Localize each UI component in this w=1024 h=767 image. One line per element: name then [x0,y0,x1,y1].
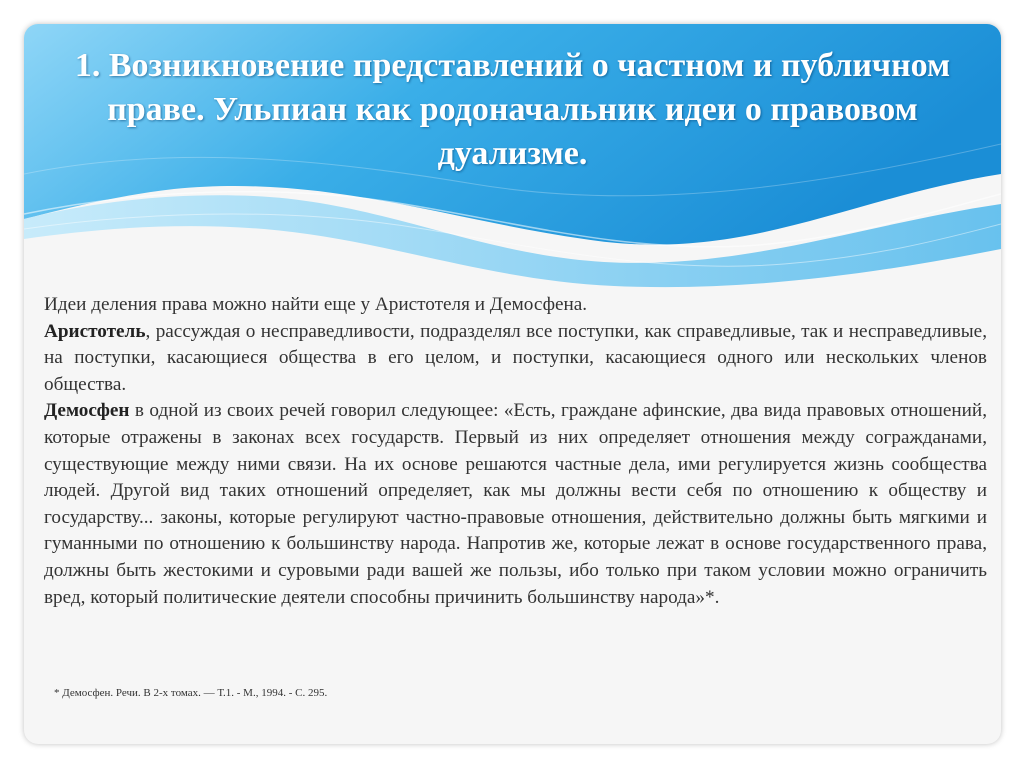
aristotle-paragraph [44,319,987,399]
intro-paragraph: Идеи деления права можно найти еще у Аристотеля и Демосфена. [44,294,588,315]
aristotle-text: , рассуждая о несправедливости, подразделял все поступки, как справедливые, так и несправедливые, на поступки, касающиеся общества в его целом, и поступки, касающиеся одного или нескольких членов общества. [44,320,987,395]
demosthenes-name: Демосфен [44,400,130,422]
slide-title: 1. Возникновение представлений о частном и публичном праве. Ульпиан как родоначальник идеи о правовом дуализме. [74,47,951,172]
demosthenes-paragraph [44,398,987,611]
aristotle-name: Аристотель [44,320,146,342]
slide-frame [24,24,1001,744]
demosthenes-text: в одной из своих речей говорил следующее: «Есть, граждане афинские, два вида правовых отношений, которые отражены в законах всех государств. Первый из них определяет отношения между согражданами, существующие между ними связи. На их основе решаются частные дела, ими регулируется жизнь сообщества людей. Другой вид таких отношений определяет, как мы должны вести себя по отношению к обществу и государству... законы, которые регулируют частно-правовые отношения, действительно должны быть мягкими и гуманными по отношению к большинству народа. Напротив же, которые лежат в основе государственного права, должны быть жестокими и суровыми ради вашей же пользы, ибо только при таком условии можно ограничить вред, который политические деятели способны причинить большинству народа»*. [44,400,987,608]
slide-body [44,292,987,611]
footnote: * Демосфен. Речи. В 2-х томах. — Т.1. - М., 1994. - С. 295. [54,687,328,699]
